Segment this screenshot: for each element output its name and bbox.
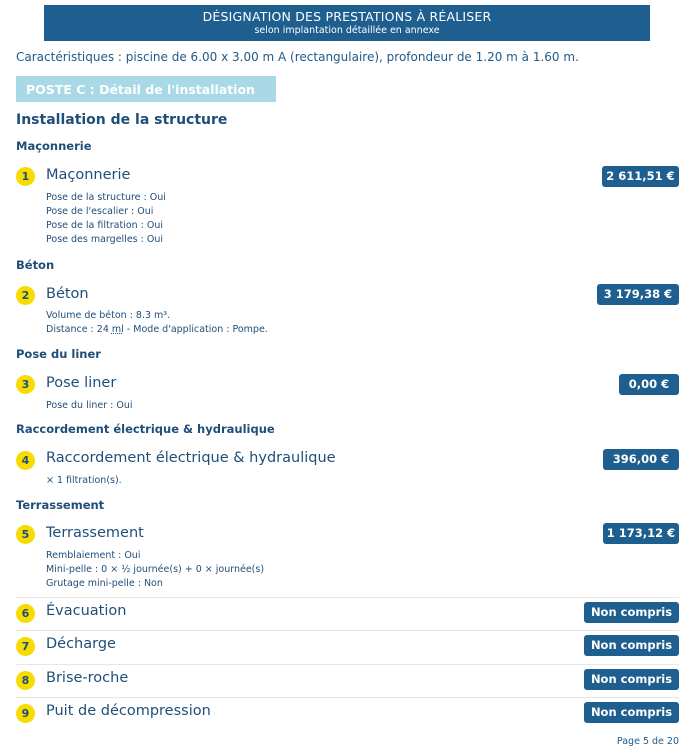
- item-name-brise-roche: Brise-roche: [46, 670, 129, 686]
- detail-line: Remblaiement : Oui: [46, 550, 141, 561]
- category-raccordement: Raccordement électrique & hydraulique: [16, 422, 275, 436]
- item-details-maconnerie: [46, 191, 166, 247]
- category-maconnerie: Maçonnerie: [16, 139, 92, 153]
- status-badge-decharge: Non compris: [584, 635, 679, 656]
- category-terrassement: Terrassement: [16, 498, 105, 512]
- item-number-badge: 7: [16, 637, 35, 656]
- category-pose-liner: Pose du liner: [16, 347, 101, 361]
- category-beton: Béton: [16, 258, 55, 272]
- detail-line: Pose de la structure : Oui: [46, 192, 166, 203]
- item-number-badge: 6: [16, 604, 35, 623]
- row-divider: [16, 597, 679, 598]
- detail-line: [46, 323, 268, 337]
- item-name-terrassement: Terrassement: [46, 525, 144, 541]
- item-details-terrassement: [46, 549, 264, 591]
- distance-text: Distance : 24: [46, 324, 109, 335]
- row-divider: [16, 697, 679, 698]
- designation-title: DÉSIGNATION DES PRESTATIONS À RÉALISER: [202, 9, 492, 24]
- detail-line: Pose des margelles : Oui: [46, 234, 164, 245]
- application-mode-text: - Mode d'application : Pompe.: [123, 324, 268, 335]
- item-number-badge: 3: [16, 375, 35, 394]
- item-name-puit-decompression: Puit de décompression: [46, 703, 211, 719]
- price-badge-terrassement: 1 173,12 €: [603, 523, 679, 544]
- status-badge-brise-roche: Non compris: [584, 669, 679, 690]
- detail-line: Mini-pelle : 0 × ½ journée(s) + 0 × journée(s): [46, 564, 265, 575]
- price-badge-pose-liner: 0,00 €: [619, 374, 679, 395]
- detail-line: Volume de béton : 8.3 m³.: [46, 310, 171, 321]
- item-number-badge: 1: [16, 167, 35, 186]
- item-name-maconnerie: Maçonnerie: [46, 167, 131, 183]
- item-name-decharge: Décharge: [46, 636, 116, 652]
- status-badge-puit-decompression: Non compris: [584, 702, 679, 723]
- detail-line: × 1 filtration(s).: [46, 475, 122, 486]
- row-divider: [16, 630, 679, 631]
- section-title: Installation de la structure: [16, 112, 228, 128]
- price-badge-maconnerie: 2 611,51 €: [602, 166, 679, 187]
- item-name-pose-liner: Pose liner: [46, 375, 117, 391]
- item-number-badge: 8: [16, 671, 35, 690]
- pool-characteristics: Caractéristiques : piscine de 6.00 x 3.00 m A (rectangulaire), profondeur de 1.20 m à 1.60 m.: [16, 50, 579, 64]
- detail-line: Grutage mini-pelle : Non: [46, 578, 163, 589]
- poste-c-label: POSTE C : Détail de l'installation: [16, 76, 276, 102]
- item-number-badge: 4: [16, 451, 35, 470]
- detail-line: Pose de la filtration : Oui: [46, 220, 164, 231]
- status-badge-evacuation: Non compris: [584, 602, 679, 623]
- unit-abbreviation: ml: [111, 324, 124, 335]
- item-number-badge: 2: [16, 286, 35, 305]
- detail-line: Pose de l'escalier : Oui: [46, 206, 154, 217]
- price-badge-raccordement: 396,00 €: [603, 449, 679, 470]
- item-details-pose-liner: [46, 399, 133, 413]
- section-header-banner: [44, 5, 650, 41]
- detail-line: Pose du liner : Oui: [46, 400, 133, 411]
- page-number: Page 5 de 20: [616, 736, 679, 747]
- item-details-beton: [46, 309, 268, 337]
- row-divider: [16, 664, 679, 665]
- item-name-evacuation: Évacuation: [46, 603, 127, 619]
- item-name-raccordement: Raccordement électrique & hydraulique: [46, 450, 336, 466]
- item-name-beton: Béton: [46, 286, 89, 302]
- item-number-badge: 9: [16, 704, 35, 723]
- designation-subtitle: selon implantation détaillée en annexe: [254, 25, 440, 36]
- item-number-badge: 5: [16, 525, 35, 544]
- price-badge-beton: 3 179,38 €: [597, 284, 679, 305]
- item-details-raccordement: [46, 474, 122, 488]
